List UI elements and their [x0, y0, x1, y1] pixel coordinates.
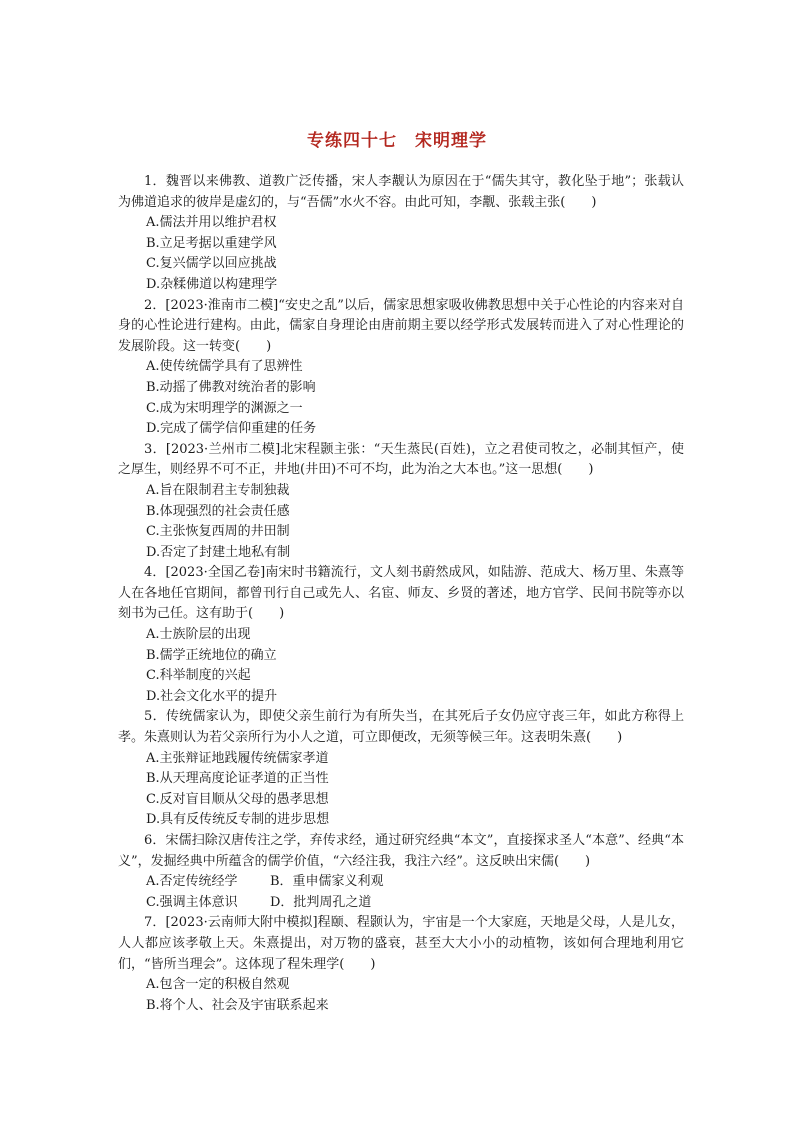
option-d: D.具有反传统反专制的进步思想: [146, 812, 330, 828]
question-2: [118, 296, 684, 440]
option-d: D.完成了儒学信仰重建的任务: [146, 421, 317, 437]
option-c: C.科举制度的兴起: [146, 668, 251, 684]
option-c: C.主张恢复西周的井田制: [146, 524, 290, 540]
question-stem: 2．[2023·淮南市二模]“安史之乱”以后，儒家思想家吸收佛教思想中关于心性论的内容来对自身的心性论进行建构。由此，儒家自身理论由唐前期主要以经学形式发展转而进入了对心性理论的发展阶段。这一转变( ): [118, 297, 684, 354]
page-title: 专练四十七 宋明理学: [307, 131, 487, 151]
option-b: B．重申儒家义利观: [270, 874, 384, 890]
option-c: C.复兴儒学以回应挑战: [146, 256, 277, 272]
option-c: C.成为宋明理学的渊源之一: [146, 400, 303, 416]
option-d: D.杂糅佛道以构建理学: [146, 276, 278, 292]
question-stem: 5．传统儒家认为，即使父亲生前行为有所失当，在其死后子女仍应守丧三年，如此方称得上孝。朱熹则认为若父亲所行为小人之道，可立即便改，无须等候三年。这表明朱熹( ): [118, 709, 684, 746]
question-list: [118, 172, 684, 1016]
option-b: B.立足考据以重建学风: [146, 235, 277, 251]
option-c: C.强调主体意识: [146, 894, 238, 910]
question-6: [118, 831, 684, 913]
option-b: B.将个人、社会及宇宙联系起来: [146, 997, 329, 1013]
option-a: A.否定传统经学: [146, 874, 238, 890]
question-stem: 1．魏晋以来佛教、道教广泛传播，宋人李觏认为原因在于“儒失其守，教化坠于地”；张载认为佛道追求的彼岸是虚幻的，与“吾儒”水火不容。由此可知，李觏、张载主张( ): [118, 174, 684, 210]
option-b: B.体现强烈的社会责任感: [146, 503, 290, 519]
option-b: B.动摇了佛教对统治者的影响: [146, 379, 316, 395]
option-row-1: [118, 872, 684, 893]
option-d: D．批判周孔之道: [270, 894, 372, 910]
question-stem: 4．[2023·全国乙卷]南宋时书籍流行，文人刻书蔚然成风，如陆游、范成大、杨万里、朱熹等人在各地任官期间，都曾刊行自己或先人、名宦、师友、乡贤的著述，地方官学、民间书院等亦以刻书为己任。这有助于( ): [118, 565, 684, 622]
question-stem: 7．[2023·云南师大附中模拟]程颐、程颢认为，宇宙是一个大家庭，天地是父母，人是儿女，人人都应该孝敬上天。朱熹提出，对万物的盛衰，甚至大大小小的动植物，该如何合理地利用它们，“皆所当理会”。这体现了程朱理学( ): [118, 915, 684, 972]
option-a: A.儒法并用以维护君权: [146, 215, 277, 231]
option-a: A.使传统儒学具有了思辨性: [146, 359, 303, 375]
question-stem: 3．[2023·兰州市二模]北宋程颢主张：“天生蒸民(百姓)，立之君使司牧之，必制其恒产，使之厚生，则经界不可不正，井地(井田)不可不均，此为治之大本也。”这一思想( ): [118, 441, 684, 478]
question-4: [118, 563, 684, 707]
question-7: [118, 913, 684, 1016]
question-stem: 6．宋儒扫除汉唐传注之学，弃传求经，通过研究经典“本文”，直接探求圣人“本意”、经典“本义”，发掘经典中所蕴含的儒学价值，“六经注我，我注六经”。这反映出宋儒( ): [118, 833, 684, 869]
option-a: A.包含一定的积极自然观: [146, 977, 290, 993]
question-5: [118, 707, 684, 831]
option-d: D.否定了封建土地私有制: [146, 544, 291, 560]
option-c: C.反对盲目顺从父母的愚孝思想: [146, 791, 329, 807]
option-a: A.旨在限制君主专制独裁: [146, 482, 290, 498]
question-1: [118, 172, 684, 296]
option-row-2: [118, 893, 684, 914]
option-a: A.主张辩证地践履传统儒家孝道: [146, 750, 329, 766]
option-d: D.社会文化水平的提升: [146, 688, 278, 704]
question-3: [118, 440, 684, 564]
option-b: B.儒学正统地位的确立: [146, 647, 277, 663]
option-b: B.从天理高度论证孝道的正当性: [146, 771, 329, 787]
option-a: A.士族阶层的出现: [146, 627, 251, 643]
